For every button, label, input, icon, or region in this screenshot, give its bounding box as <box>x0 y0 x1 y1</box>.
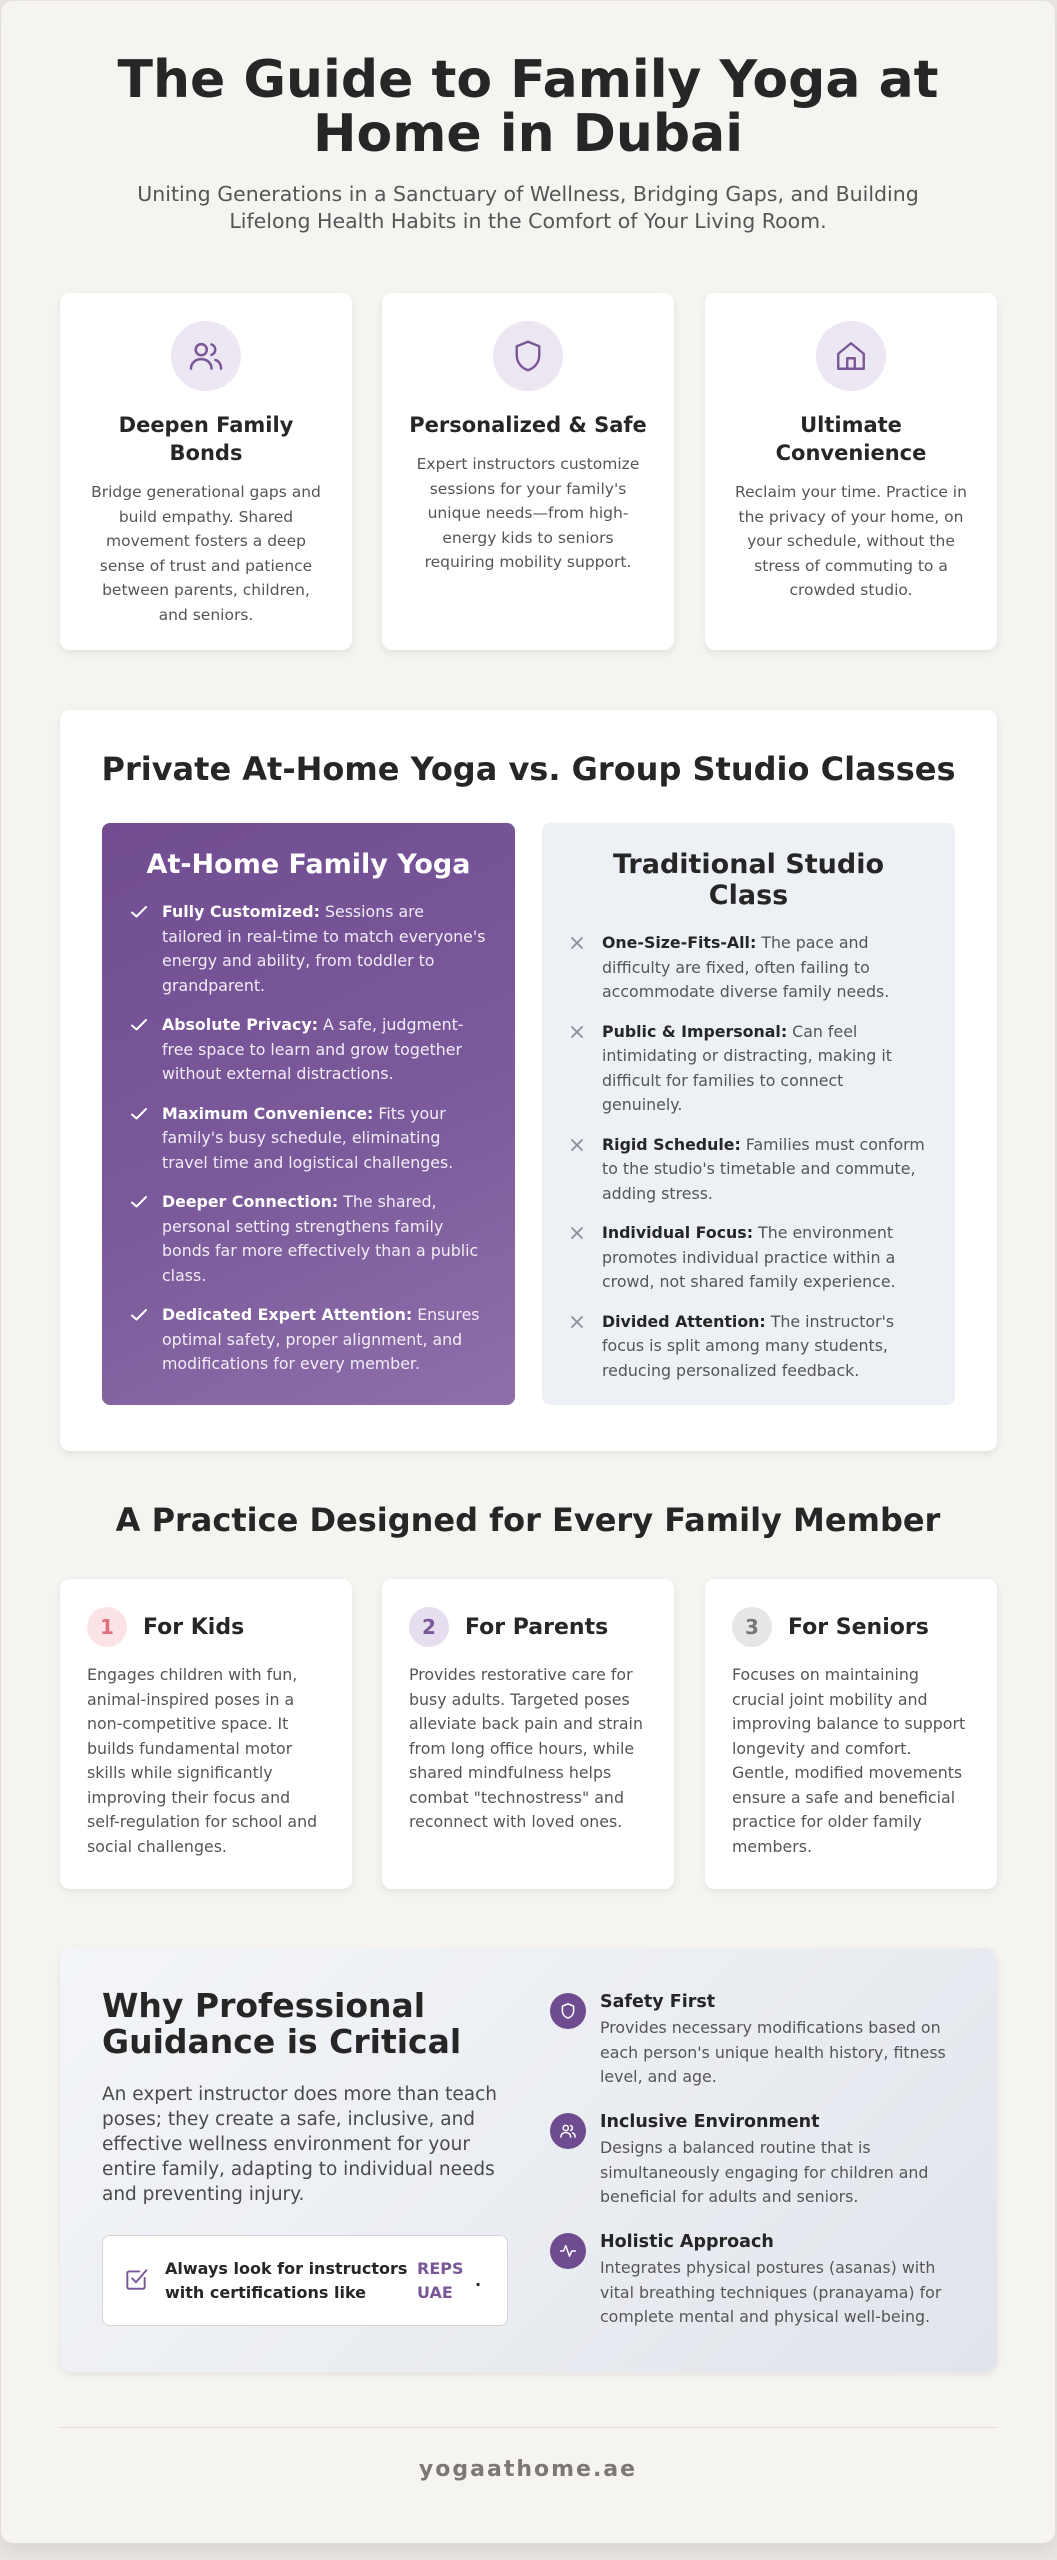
why-body: An expert instructor does more than teach poses; they create a safe, inclusive, and effective wellness environment for your entire family, adapting to individual needs and preventing injury. <box>102 2084 498 2205</box>
benefit-card-bonds <box>60 293 352 650</box>
cross-icon <box>570 1310 602 1384</box>
cross-icon <box>570 1221 602 1295</box>
item-text: The shared, personal setting strengthens family bonds far more effectively than a public class. <box>162 1192 479 1285</box>
checkbox-icon <box>123 2266 149 2296</box>
member-title: For Parents <box>465 1614 609 1640</box>
feature-title: Inclusive Environment <box>600 2112 820 2132</box>
home-icon <box>816 321 886 391</box>
studio-class-column <box>542 823 955 1405</box>
check-icon <box>130 1190 162 1288</box>
item-label: Maximum Convenience: <box>162 1103 374 1123</box>
benefit-text: Bridge generational gaps and build empathy. Shared movement fosters a deep sense of trust and patience between parents, children, and seniors. <box>91 483 321 624</box>
studio-drawback-item <box>570 1133 927 1207</box>
member-title: For Seniors <box>788 1614 929 1640</box>
step-number-badge: 3 <box>732 1607 772 1647</box>
footer-site-link[interactable]: yogaathome.ae <box>418 2457 638 2482</box>
home-yoga-column <box>102 823 515 1405</box>
cross-icon <box>570 931 602 1005</box>
feature-title: Safety First <box>600 1992 716 2012</box>
item-label: Absolute Privacy: <box>162 1015 318 1034</box>
cross-icon <box>570 1020 602 1118</box>
comparison-title: Private At-Home Yoga vs. Group Studio Classes <box>101 750 956 788</box>
item-text: The instructor's focus is split among many students, reducing personalized feedback. <box>602 1311 895 1380</box>
page <box>1 1 1055 2543</box>
feature-text: Designs a balanced routine that is simultaneously engaging for children and beneficial for adults and seniors. <box>600 2138 929 2206</box>
cross-icon <box>570 1133 602 1207</box>
why-title: Why Professional Guidance is Critical <box>102 1986 462 2061</box>
member-card-parents <box>382 1579 674 1889</box>
members-section-title: A Practice Designed for Every Family Member <box>115 1501 941 1539</box>
item-label: Rigid Schedule: <box>602 1134 741 1154</box>
step-number-badge: 1 <box>87 1607 127 1647</box>
studio-drawback-item <box>570 1221 927 1295</box>
page-subtitle: Uniting Generations in a Sanctuary of Wellness, Bridging Gaps, and Building Lifelong Health Habits in the Comfort of Your Living Room. <box>137 182 919 233</box>
benefit-title: Personalized & Safe <box>409 413 647 437</box>
certification-callout <box>102 2235 508 2326</box>
comparison-section <box>60 710 997 1451</box>
home-yoga-title: At-Home Family Yoga <box>146 849 471 880</box>
feature-text: Integrates physical postures (asanas) with vital breathing techniques (pranayama) for complete mental and physical well-being. <box>600 2258 942 2326</box>
item-label: Deeper Connection: <box>162 1192 339 1211</box>
feature-title: Holistic Approach <box>600 2232 774 2252</box>
certification-period: . <box>475 2271 482 2290</box>
item-label: Fully Customized: <box>162 902 320 921</box>
footer-divider <box>60 2427 997 2428</box>
shield-icon <box>493 321 563 391</box>
certification-badge: REPS UAE <box>417 2258 464 2302</box>
item-text: A safe, judgment-free space to learn and grow together without external distractions. <box>162 1015 464 1083</box>
home-benefit-item <box>130 900 487 998</box>
activity-icon <box>550 2233 586 2269</box>
check-icon <box>130 1102 162 1176</box>
item-text: The environment promotes individual practice within a crowd, not shared family experience. <box>602 1223 896 1291</box>
header <box>1 50 1055 235</box>
studio-drawback-item <box>570 1310 927 1384</box>
home-benefit-item <box>130 1102 487 1176</box>
item-text: Fits your family's busy schedule, eliminating travel time and logistical challenges. <box>162 1103 454 1172</box>
item-label: One-Size-Fits-All: <box>602 933 757 952</box>
page-title: The Guide to Family Yoga at Home in Dubai <box>117 50 939 164</box>
member-text: Provides restorative care for busy adults. Targeted poses alleviate back pain and strain from long office hours, while shared mindfulness helps combat "technostress" and reconnect with loved ones. <box>409 1665 643 1831</box>
item-label: Dedicated Expert Attention: <box>162 1305 413 1324</box>
family-icon <box>171 321 241 391</box>
users-icon <box>550 2113 586 2149</box>
home-benefit-item <box>130 1013 487 1087</box>
studio-drawback-item <box>570 1020 927 1118</box>
check-icon <box>130 1013 162 1087</box>
benefit-text: Expert instructors customize sessions for your family's unique needs—from high-energy kids to seniors requiring mobility support. <box>416 455 640 571</box>
member-card-seniors <box>705 1579 997 1889</box>
home-benefit-item <box>130 1303 487 1377</box>
step-number-badge: 2 <box>409 1607 449 1647</box>
benefit-text: Reclaim your time. Practice in the privacy of your home, on your schedule, without the stress of commuting to a crowded studio. <box>735 483 967 599</box>
why-guidance-section <box>60 1948 997 2372</box>
benefit-card-convenience <box>705 293 997 650</box>
feature-holistic <box>550 2231 960 2330</box>
benefit-title: Ultimate Convenience <box>775 413 927 465</box>
item-text: Can feel intimidating or distracting, making it difficult for families to connect genuinely. <box>602 1021 892 1114</box>
item-label: Individual Focus: <box>602 1223 754 1242</box>
feature-safety <box>550 1991 960 2090</box>
check-icon <box>130 1303 162 1377</box>
studio-class-title: Traditional Studio Class <box>612 849 885 911</box>
member-card-kids <box>60 1579 352 1889</box>
check-icon <box>130 900 162 998</box>
benefit-card-safe <box>382 293 674 650</box>
item-label: Public & Impersonal: <box>602 1021 788 1041</box>
item-text: Families must conform to the studio's timetable and commute, adding stress. <box>602 1134 925 1203</box>
item-text: Ensures optimal safety, proper alignment, and modifications for every member. <box>162 1305 480 1373</box>
member-text: Focuses on maintaining crucial joint mobility and improving balance to support longevity and comfort. Gentle, modified movements ensure a safe and beneficial practice for older family members. <box>732 1665 966 1856</box>
feature-text: Provides necessary modifications based on each person's unique health history, fitness level, and age. <box>600 2018 946 2086</box>
home-benefit-item <box>130 1190 487 1288</box>
benefit-title: Deepen Family Bonds <box>118 413 294 465</box>
member-title: For Kids <box>143 1614 245 1640</box>
item-text: The pace and difficulty are fixed, often failing to accommodate diverse family needs. <box>602 933 890 1001</box>
feature-inclusive <box>550 2111 960 2210</box>
member-text: Engages children with fun, animal-inspired poses in a non-competitive space. It builds fundamental motor skills while significantly improving their focus and self-regulation for school and social challenges. <box>87 1665 318 1856</box>
shield-icon <box>550 1993 586 2029</box>
item-label: Divided Attention: <box>602 1311 766 1331</box>
item-text: Sessions are tailored in real-time to match everyone's energy and ability, from toddler to grandparent. <box>162 902 486 995</box>
certification-text: Always look for instructors with certifications like <box>165 2258 408 2302</box>
studio-drawback-item <box>570 931 927 1005</box>
